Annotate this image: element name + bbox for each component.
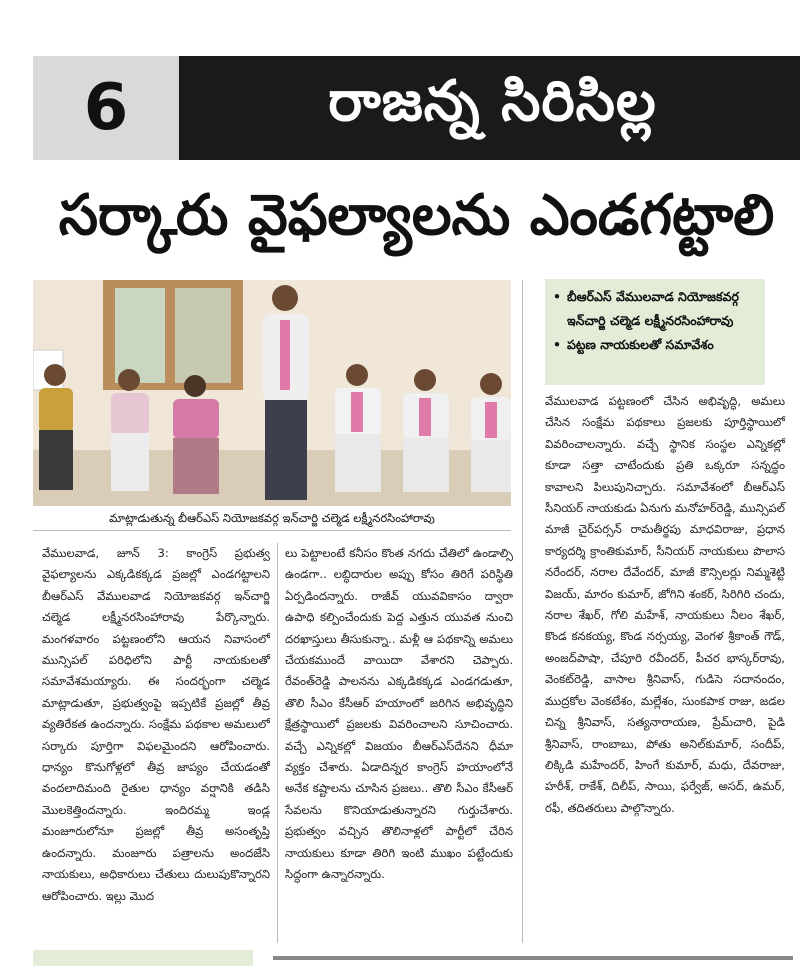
highlights-box [545,279,765,385]
column-text: వేములవాడ, జూన్ 3: కాంగ్రెస్ ప్రభుత్వ వైఫల్యాలను ఎక్కడికక్కడ ప్రజల్లో ఎండగట్టాలని బీఆర్ఎస్ వేములవాడ నియోజకవర్గ ఇన్‌చార్జి చల్మెడ లక్ష్మీనరసింహారావు పేర్కొన్నారు. మంగళవారం పట్టణంలోని ఆయన నివాసంలో మున్సిపల్ పరిధిలోని పార్టీ నాయకులతో సమావేశమయ్యారు. ఈ సందర్భంగా చల్మెడ మాట్లాడుతూ, ప్రభుత్వంపై ఇప్పటికే ప్రజల్లో తీవ్ర వ్యతిరేకత ఉందన్నారు. సంక్షేమ పథకాల అమలులో సర్కారు పూర్తిగా విఫలమైందని ఆరోపించారు. ధాన్యం కొనుగోళ్లలో తీవ్ర జాప్యం చేయడంతో వందలాదిమంది రైతుల ధాన్యం వర్షానికి తడిసి మొలకెత్తిందన్నారు. ఇందిరమ్మ ఇండ్ల మంజూరులోనూ ప్రజల్లో తీవ్ర అసంతృప్తి ఉందన్నారు. మంజూరు పత్రాలను అందజేసి నాయకులు, అధికారులు చేతులు దులుపుకొన్నారని ఆరోపించారు. ఇల్లు మొద [42,546,270,903]
page-number: 6 [33,56,179,160]
section-title: రాజన్న సిరిసిల్ల [328,68,657,134]
column-divider [522,280,523,943]
news-photo [33,280,511,506]
column-text: వేములవాడ పట్టణంలో చేసిన అభివృద్ధి, అమలు చేసిన సంక్షేమ పథకాలు ప్రజలకు పూర్తిస్థాయిలో వివరించాలన్నారు. వచ్చే స్థానిక సంస్థల ఎన్నికల్లో కూడా సత్తా చాటేందుకు ప్రతి ఒక్కరూ సన్నద్ధం కావాలని పిలుపునిచ్చారు. సమావేశంలో బీఆర్ఎస్ సీనియర్ నాయకుడు ఏనుగు మనోహర్‌రెడ్డి, మున్సిపల్ మాజీ చైర్‌పర్సన్ రామతీర్థపు మాధవిరాజు, ప్రధాన కార్యదర్శి క్రాంతికుమార్, సీనియర్ నాయకులు పొలాస నరేందర్, నరాల దేవేందర్, మాజీ కౌన్సిలర్లు నిమ్మశెట్టి విజయ్, మారం కుమార్, జోగిని శంకర్, సిరిగిరి చందు, నరాల శేఖర్, గోలి మహేశ్, నాయకులు నీలం శేఖర్, కొండ కనకయ్య, కొండ నర్సయ్య, వెంగళ శ్రీకాంత్ గౌడ్, అంజద్‌పాషా, చేపూరి రవీందర్, పీచర భాస్కర్‌రావు, వెంకట్‌రెడ్డి, వాసాల శ్రీనివాస్, గుడిసె సదానందం, ముద్రకోల వెంకటేశం, మల్లేశం, సుంకపాక రాజు, జడల చిన్న శ్రీనివాస్, సత్యనారాయణ, ప్రేమ్‌చారి, పైడి శ్రీనివాస్, రాంబాబు, పోతు అనిల్‌కుమార్, సందీప్, లిక్కిడి మహేందర్, హింగే కుమార్, మధు, దేవరాజు, హరీశ్, రాకేశ్, దిలీప్, సాయి, ఫర్వేజ్, అసద్, ఉమర్, రఫీ, తదితరులు పాల్గొన్నారు. [545,394,785,815]
highlight-text: పట్టణ నాయకులతో సమావేశం [567,337,714,352]
highlight-text: బీఆర్ఎస్ వేములవాడ నియోజకవర్గ ఇన్‌చార్జి చల్మెడ లక్ష్మీనరసింహారావు [567,289,739,328]
meeting-photo-illustration [33,280,511,506]
article-column-2 [285,543,513,886]
bullet-icon: • [553,289,561,304]
highlight-item [553,333,757,357]
photo-caption: మాట్లాడుతున్న బీఆర్ఎస్ నియోజకవర్గ ఇన్‌చార్జి చల్మెడ లక్ష్మీనరసింహారావు [33,510,511,531]
article-column-3 [545,391,785,819]
next-article-fragment [33,948,800,966]
next-article-strip [33,948,800,966]
headline: సర్కారు వైఫల్యాలను ఎండగట్టాలి [58,182,775,248]
column-divider [277,543,278,943]
highlight-item [553,285,757,333]
article-column-1 [42,543,270,907]
column-text: లు పెట్టాలంటే కనీసం కొంత నగదు చేతిలో ఉండాల్సి ఉండగా.. లబ్ధిదారుల అప్పు కోసం తిరిగే పరిస్థితి ఏర్పడిందన్నారు. రాజీవ్ యువవికాసం ద్వారా ఉపాధి కల్పించేందుకు పెద్ద ఎత్తున యువత నుంచి దరఖాస్తులు తీసుకున్నా.. మళ్లీ ఆ పథకాన్ని అమలు చేయకముందే వాయిదా వేశారని చెప్పారు. రేవంత్‌రెడ్డి పాలనను ఎక్కడికక్కడ ఎండగడుతూ, తొలి సీఎం కేసీఆర్ హయాంలో జరిగిన అభివృద్ధిని క్షేత్రస్థాయిలో ప్రజలకు వివరించాలని సూచించారు. వచ్చే ఎన్నికల్లో విజయం బీఆర్ఎస్‌దేనని ధీమా వ్యక్తం చేశారు. ఏడాదిన్నర కాంగ్రెస్ హయాంలోనే అనేక కష్టాలను చూసిన ప్రజలు.. తొలి సీఎం కేసీఆర్ సేవలను కొనియాడుతున్నారని గుర్తుచేశారు. ప్రభుత్వం వచ్చిన తొలినాళ్లలో పార్టీలో చేరిన నాయకులు కూడా తిరిగి ఇంటి ముఖం పట్టేందుకు సిద్ధంగా ఉన్నారన్నారు. [285,546,513,882]
bullet-icon: • [553,337,561,352]
